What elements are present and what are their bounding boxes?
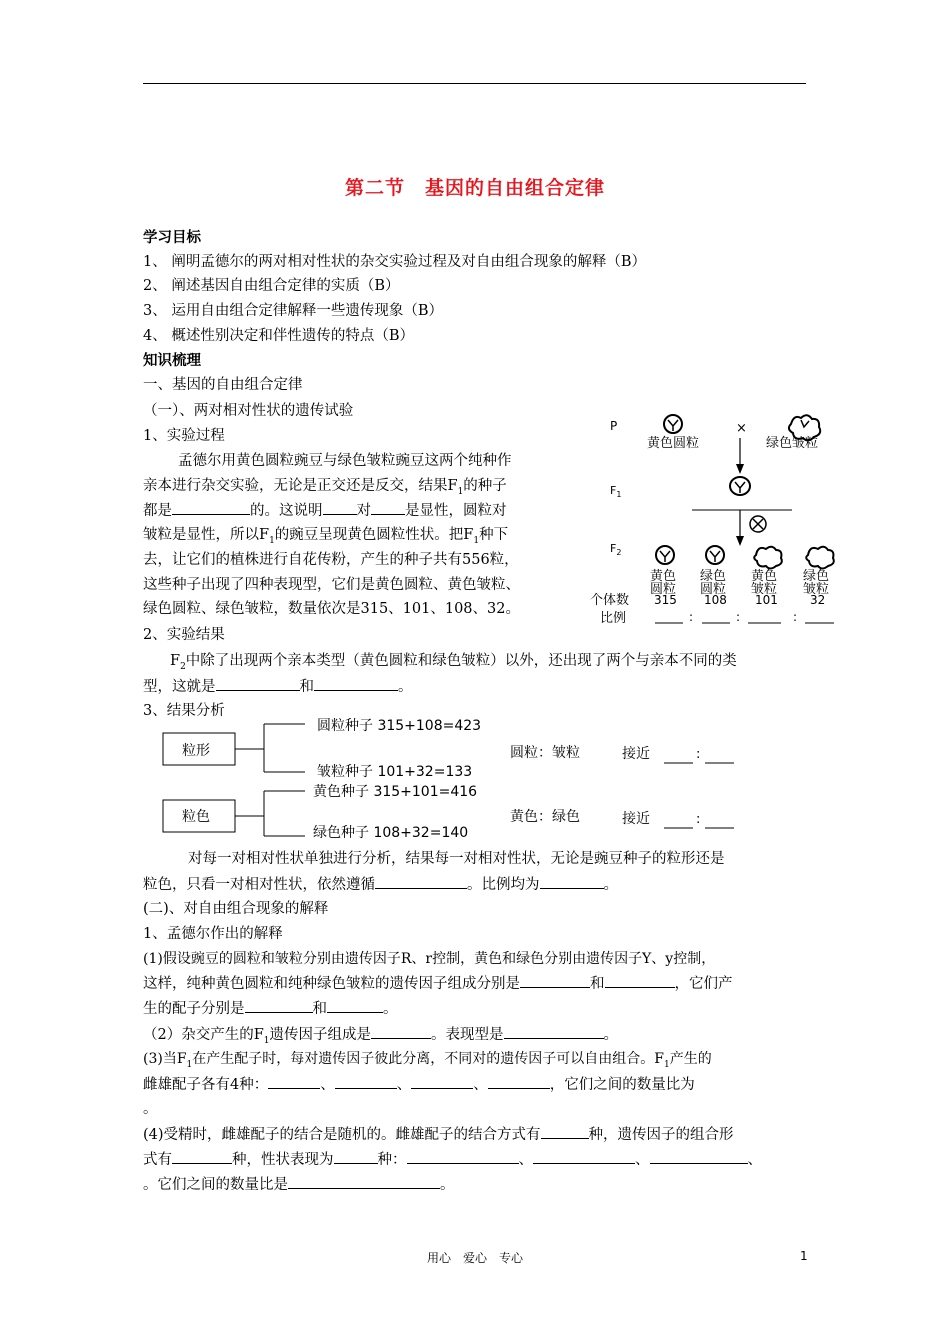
page-number: 1 [800, 1249, 808, 1263]
fill-blank[interactable] [172, 500, 250, 515]
paragraph-line: 粒色，只看一对相对性状，依然遵循 。比例均为 。 [143, 874, 618, 895]
fill-blank[interactable] [371, 1024, 431, 1039]
fill-blank[interactable] [541, 1124, 589, 1139]
goal-item: 1、 阐明孟德尔的两对相对性状的杂交实验过程及对自由组合现象的解释（B） [143, 254, 646, 270]
paragraph-line: 这样，纯种黄色圆粒和纯种绿色皱粒的遗传因子组成分别是 和 ，它们产 [143, 973, 733, 994]
paragraph-line: 。 [143, 1101, 158, 1117]
goal-item: 2、 阐述基因自由组合定律的实质（B） [143, 278, 400, 294]
fill-blank[interactable] [650, 1149, 748, 1164]
paragraph-line: $F_2$中除了出现两个亲本类型（黄色圆粒和绿色皱粒）以外，还出现了两个与亲本不同的类 [170, 653, 737, 672]
paragraph-line: 式有 种，性状表现为 种： 、 、 、 [143, 1149, 762, 1170]
step-heading: 1、实验过程 [143, 428, 225, 444]
paragraph-line: (1)假设豌豆的圆粒和皱粒分别由遗传因子R、r控制，黄色和绿色分别由遗传因子Y、y控制， [143, 951, 716, 967]
page-title: 第二节 基因的自由组合定律 [344, 177, 605, 199]
f2-label: $F_2$ [610, 542, 622, 557]
yellow-round-pea-icon [664, 415, 682, 433]
paragraph-line: 雌雄配子各有4种： 、 、 、 ，它们之间的数量比为 [143, 1074, 695, 1095]
down-arrow-icon [736, 536, 744, 546]
fill-blank[interactable] [407, 1149, 519, 1164]
paragraph-line: 。它们之间的数量比是 。 [143, 1174, 455, 1195]
analysis-diagram [160, 712, 760, 842]
paragraph-line: 去，让它们的植株进行自花传粉，产生的种子共有556粒， [143, 552, 519, 568]
yellow-seed-count: 黄色种子 315+101=416 [313, 784, 478, 800]
cross-symbol: × [736, 421, 747, 436]
fill-blank[interactable] [323, 500, 357, 515]
f2-count: 101 [755, 593, 778, 607]
f2-label-l1: 黄色 [650, 569, 677, 584]
fill-blank[interactable] [520, 973, 590, 988]
paragraph-line: 型，这就是 和 。 [143, 676, 413, 697]
paragraph-line: (4)受精时，雌雄配子的结合是随机的。雌雄配子的结合方式有 种，遗传因子的组合形 [143, 1124, 734, 1145]
paragraph-line: 生的配子分别是 和 。 [143, 998, 398, 1019]
f1-label: $F_1$ [610, 484, 622, 499]
wrinkled-seed-count: 皱粒种子 101+32=133 [317, 764, 473, 780]
fill-blank[interactable] [375, 874, 467, 889]
ratio-label: 比例 [600, 611, 627, 626]
color-box-label: 粒色 [182, 809, 210, 825]
paragraph-line: 绿色圆粒、绿色皱粒，数量依次是315、101、108、32。 [143, 601, 520, 617]
shape-box-label: 粒形 [182, 743, 210, 759]
goal-item: 4、 概述性别决定和伴性遗传的特点（B） [143, 328, 414, 344]
f2-green-round-icon [706, 546, 724, 564]
color-ratio-label: 黄色：绿色 [510, 809, 580, 825]
parent-yellow-round: 黄色圆粒 [647, 436, 700, 451]
fill-blank[interactable] [216, 676, 300, 691]
ratio-colon: : [696, 812, 701, 827]
fill-blank[interactable] [172, 1149, 232, 1164]
cross-diagram [590, 412, 848, 630]
ratio-colon: : [696, 747, 701, 762]
goal-item: 3、 运用自由组合定律解释一些遗传现象（B） [143, 303, 443, 319]
fill-blank[interactable] [268, 1074, 320, 1089]
section-heading: 一、基因的自由组合定律 [143, 377, 303, 393]
fill-blank[interactable] [533, 1149, 635, 1164]
fill-blank[interactable] [371, 500, 405, 515]
step-heading: 1、孟德尔作出的解释 [143, 926, 283, 942]
f2-label-l1: 绿色 [700, 569, 727, 584]
subsection-heading: （一）、两对相对性状的遗传试验 [143, 403, 354, 419]
f2-label-l2: 皱粒 [751, 582, 778, 597]
paragraph-line: 都是 的。这说明 对 是显性，圆粒对 [143, 500, 507, 521]
fill-blank[interactable] [327, 998, 383, 1013]
paragraph-line: 亲本进行杂交实验，无论是正交还是反交，结果$F_1$的种子 [143, 478, 507, 497]
fill-blank[interactable] [411, 1074, 473, 1089]
f2-count: 32 [810, 593, 826, 607]
fill-blank[interactable] [314, 676, 398, 691]
ratio-colon: : [689, 610, 694, 624]
approx-label: 接近 [622, 746, 650, 762]
fill-blank[interactable] [335, 1074, 397, 1089]
paragraph-line: 孟德尔用黄色圆粒豌豆与绿色皱粒豌豆这两个纯种作 [178, 453, 512, 469]
f2-label-l1: 黄色 [751, 569, 778, 584]
subsection-heading: (二)、对自由组合现象的解释 [143, 901, 329, 917]
paragraph-line: 皱粒是显性，所以$F_1$的豌豆呈现黄色圆粒性状。把$F_1$种下 [143, 527, 509, 546]
f2-label-l2: 圆粒 [700, 582, 727, 597]
step-heading: 3、结果分析 [143, 703, 225, 719]
fill-blank[interactable] [504, 1024, 604, 1039]
fill-blank[interactable] [540, 874, 604, 889]
fill-blank[interactable] [488, 1074, 550, 1089]
footer-text: 用心 爱心 专心 [426, 1251, 523, 1265]
paragraph-line: 对每一对相对性状单独进行分析，结果每一对相对性状，无论是豌豆种子的粒形还是 [188, 851, 725, 867]
fill-blank[interactable] [245, 998, 313, 1013]
parent-green-wrinkled: 绿色皱粒 [766, 436, 819, 451]
down-arrow-icon [736, 464, 744, 474]
round-seed-count: 圆粒种子 315+108=423 [317, 718, 482, 734]
goals-heading: 学习目标 [143, 230, 201, 246]
ratio-colon: : [736, 610, 741, 624]
f2-label-l2: 皱粒 [803, 582, 830, 597]
f2-count: 315 [654, 593, 677, 607]
f2-label-l2: 圆粒 [650, 582, 677, 597]
f2-count: 108 [704, 593, 727, 607]
paragraph-line: (3)当$F_1$在产生配子时，每对遗传因子彼此分离，不同对的遗传因子可以自由组合。$F_1$产生的 [143, 1051, 712, 1070]
count-label: 个体数 [590, 593, 630, 608]
fill-blank[interactable] [605, 973, 675, 988]
approx-label: 接近 [622, 811, 650, 827]
f1-pea-icon [730, 477, 750, 495]
f2-green-wrinkled-icon [806, 547, 834, 569]
paragraph-line: （2）杂交产生的$F_1$遗传因子组成是 。表现型是 。 [143, 1024, 618, 1051]
header-rule [143, 83, 806, 84]
f2-yellow-round-icon [656, 546, 674, 564]
knowledge-heading: 知识梳理 [143, 353, 201, 369]
f2-yellow-wrinkled-icon [754, 547, 782, 569]
green-seed-count: 绿色种子 108+32=140 [313, 825, 469, 841]
paragraph-line: 这些种子出现了四种表现型，它们是黄色圆粒、黄色皱粒、 [143, 577, 520, 593]
fill-blank[interactable] [288, 1174, 440, 1189]
ratio-colon: : [793, 610, 798, 624]
self-cross-icon-x [753, 519, 763, 529]
f2-label-l1: 绿色 [803, 569, 830, 584]
step-heading: 2、实验结果 [143, 627, 225, 643]
shape-ratio-label: 圆粒：皱粒 [510, 745, 580, 761]
fill-blank[interactable] [334, 1149, 378, 1164]
p-label: P [610, 419, 618, 433]
